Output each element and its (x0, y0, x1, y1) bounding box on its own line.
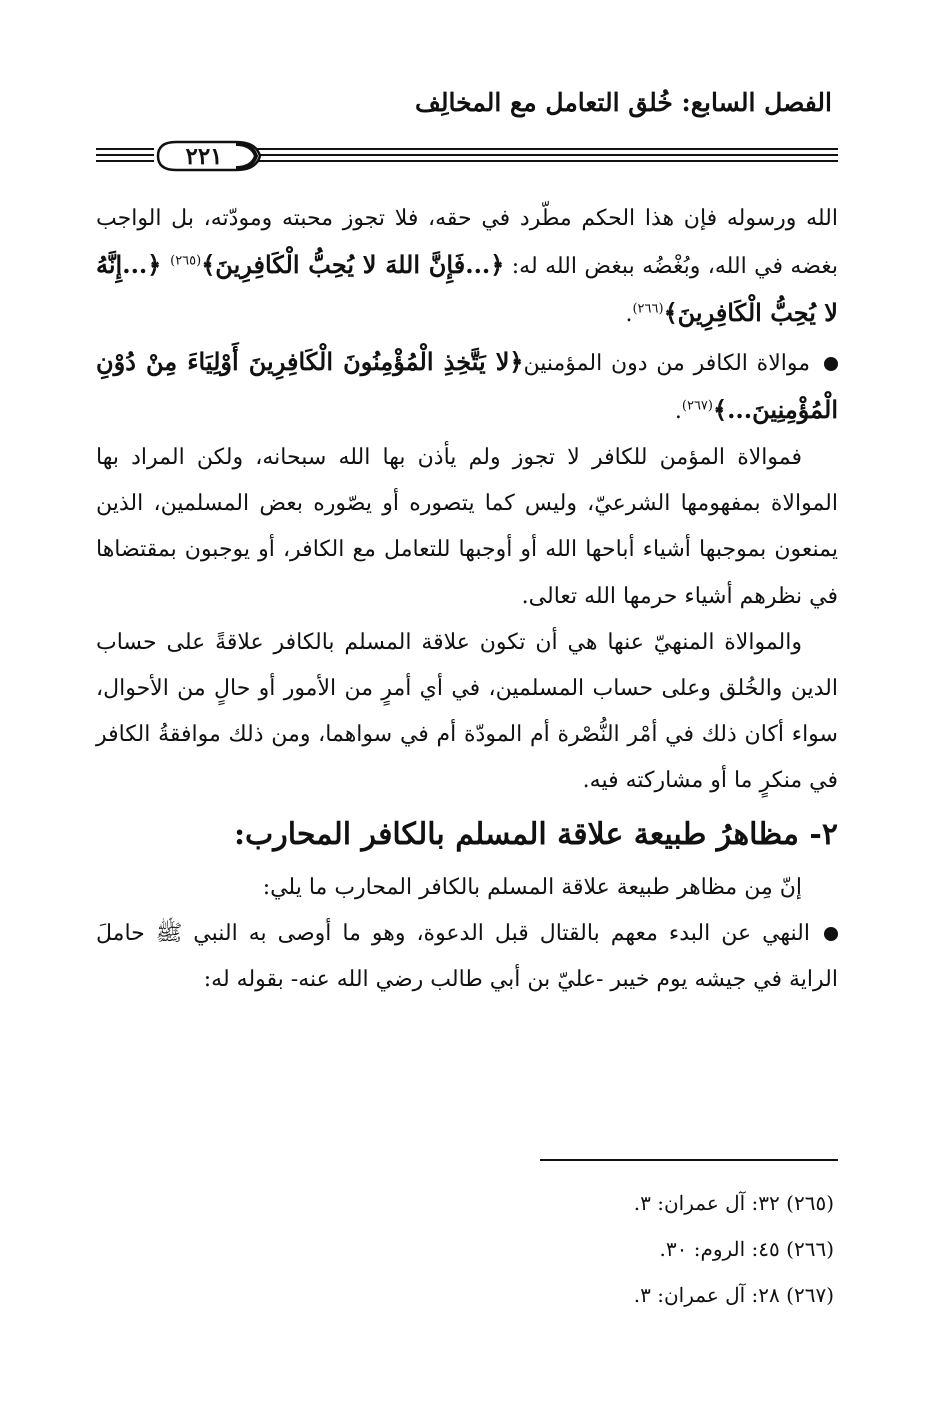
footnote-265: (٢٦٥) ٣٢: آل عمران: ٣. (633, 1191, 834, 1215)
section-heading: ٢- مظاهرُ طبيعة علاقة المسلم بالكافر المحارب: (233, 816, 838, 852)
paragraph-6 (96, 911, 838, 1003)
paragraph-2 (96, 339, 838, 435)
paragraph-6-text: النهي عن البدء معهم بالقتال قبل الدعوة، وهو ما أوصى به النبي ﷺ حاملَ الراية في جيشه يوم خيبر -عليّ بن أبي طالب رضي الله عنه- بقوله له: (96, 920, 838, 993)
footnote-ref-266: (٢٦٦) (632, 302, 664, 318)
paragraph-1-end: . (625, 302, 633, 328)
paragraph-1 (96, 196, 838, 339)
paragraph-4: والموالاة المنهيّ عنها هي أن تكون علاقة المسلم بالكافر علاقةً على حساب الدين والخُلق وعلى حساب المسلمين، في أي أمرٍ من الأمور أو حالٍ من الأحوال، سواء أكان ذلك في أمْر النُّصْرة أم المودّة أم في سواهما، ومن ذلك موافقةُ الكافر في منكرٍ ما أو مشاركته فيه. (96, 629, 838, 794)
quran-verse-2: ﴿...إِنَّهُ لا يُحِبُّ الْكَافِرِينَ﴾ (96, 250, 838, 328)
footnote-267: (٢٦٧) ٢٨: آل عمران: ٣. (633, 1283, 834, 1307)
footnote-ref-267: (٢٦٧) (681, 398, 713, 414)
footnote-ref-265: (٢٦٥) (170, 253, 202, 269)
page-number: ٢٢١ (185, 142, 223, 170)
paragraph-2-text: موالاة الكافر من دون المؤمنين (523, 350, 810, 376)
footnotes (434, 1180, 834, 1318)
footnote-divider (540, 1159, 838, 1161)
quran-verse-1: ﴿...فَإِنَّ اللهَ لا يُحِبُّ الْكَافِرِينَ﴾ (201, 250, 505, 280)
paragraph-3: فموالاة المؤمن للكافر لا تجوز ولم يأذن بها الله سبحانه، ولكن المراد بها الموالاة بمفهومها الشرعيّ، وليس كما يتصوره أو يصّوره بعض المسلمين، الذين يمنعون بموجبها أشياء أباحها الله أو أوجبها للتعامل مع الكافر، أو يوجبون بمقتضاها في نظرهم أشياء حرمها الله تعالى. (96, 445, 838, 609)
main-text (96, 196, 838, 1003)
bullet-icon (824, 357, 838, 371)
paragraph-5: إنّ مِن مظاهر طبيعة علاقة المسلم بالكافر المحارب ما يلي: (262, 874, 802, 900)
paragraph-1-text: الله ورسوله فإن هذا الحكم مطّرد في حقه، فلا تجوز محبته ومودّته، بل الواجب بغضه في الله، وبُغْضُه ببغض الله له: (96, 206, 839, 280)
footnote-266: (٢٦٦) ٤٥: الروم: ٣٠. (659, 1237, 834, 1261)
paragraph-2-end: . (674, 398, 682, 424)
bullet-icon (824, 927, 838, 941)
chapter-title: الفصل السابع: خُلق التعامل مع المخالِف (415, 88, 832, 117)
quran-verse-3: ﴿لا يَتَّخِذِ الْمُؤْمِنُونَ الْكَافِرِينَ أَوْلِيَاءَ مِنْ دُوْنِ الْمُؤْمِنِينَ...﴾ (96, 346, 838, 424)
